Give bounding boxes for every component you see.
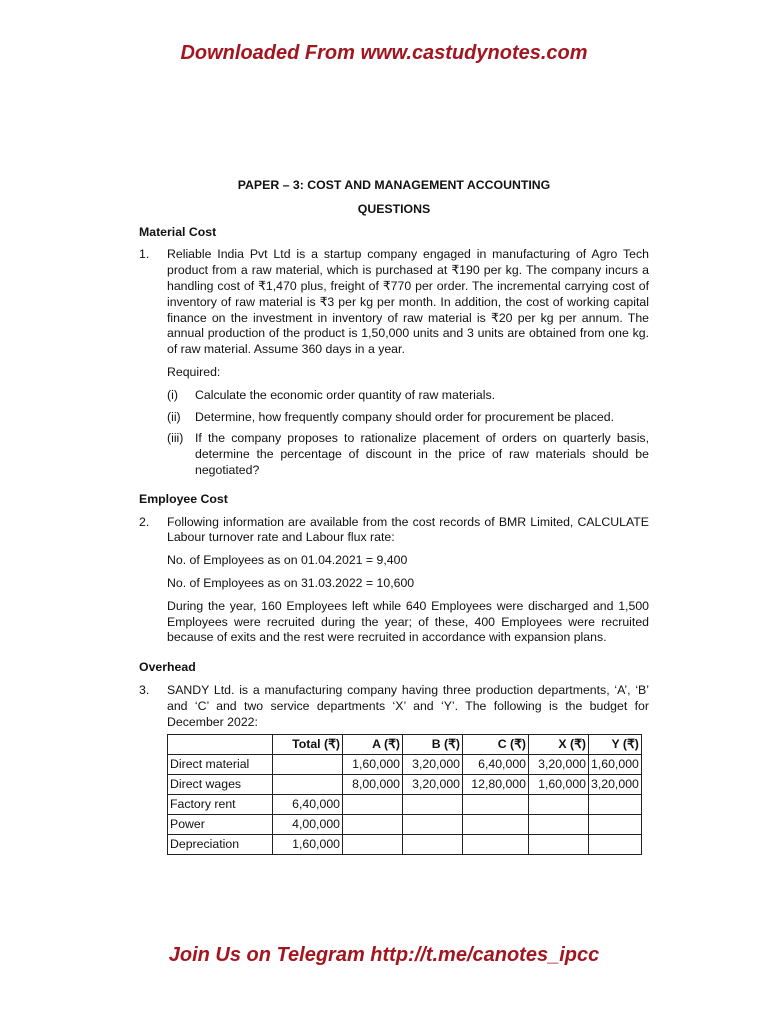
table-cell: 3,20,000 bbox=[403, 775, 463, 795]
table-row bbox=[168, 775, 642, 795]
table-cell: 6,40,000 bbox=[463, 755, 529, 775]
question-number: 3. bbox=[139, 682, 150, 697]
header-banner: Downloaded From www.castudynotes.com bbox=[180, 42, 588, 64]
table-cell bbox=[403, 835, 463, 855]
table-cell: Factory rent bbox=[168, 795, 273, 815]
table-cell: 1,60,000 bbox=[529, 775, 589, 795]
question-text: SANDY Ltd. is a manufacturing company having three production departments, ‘A’, ‘B’ and ‘C’ and two service departments ‘X’ and ‘Y’. The following is the budget for December 2022: bbox=[167, 682, 649, 729]
section-heading-overhead: Overhead bbox=[139, 660, 196, 675]
table-cell: Power bbox=[168, 815, 273, 835]
section-heading-employee: Employee Cost bbox=[139, 491, 228, 506]
table-cell: 12,80,000 bbox=[463, 775, 529, 795]
table-cell: 8,00,000 bbox=[343, 775, 403, 795]
table-cell bbox=[463, 835, 529, 855]
sub-question-number: (i) bbox=[167, 387, 178, 402]
table-header-cell: Y (₹) bbox=[589, 735, 642, 755]
sub-question bbox=[167, 388, 649, 404]
table-cell bbox=[529, 795, 589, 815]
table-cell bbox=[589, 815, 642, 835]
table-cell: 3,20,000 bbox=[589, 775, 642, 795]
table-cell: Direct material bbox=[168, 755, 273, 775]
question-number: 2. bbox=[139, 514, 150, 529]
table-header-cell: A (₹) bbox=[343, 735, 403, 755]
question-text-2: During the year, 160 Employees left while 640 Employees were discharged and 1,500 Employees were recruited during the year; of these, 400 Employees were recruited because of exits and the rest were recruited in accordance with expansion plans. bbox=[167, 598, 649, 645]
sub-question-number: (iii) bbox=[167, 431, 184, 446]
sub-question-text: Determine, how frequently company should order for procurement be placed. bbox=[195, 409, 615, 424]
table-cell bbox=[403, 795, 463, 815]
table-cell: Direct wages bbox=[168, 775, 273, 795]
table-header-cell bbox=[168, 735, 273, 755]
table-cell bbox=[343, 795, 403, 815]
question-1 bbox=[139, 247, 649, 484]
table-cell bbox=[463, 815, 529, 835]
table-cell: 4,00,000 bbox=[273, 815, 343, 835]
employee-count-start: No. of Employees as on 01.04.2021 = 9,400 bbox=[167, 553, 408, 568]
table-cell: 1,60,000 bbox=[589, 755, 642, 775]
table-cell bbox=[589, 795, 642, 815]
table-row bbox=[168, 795, 642, 815]
sub-question-number: (ii) bbox=[167, 409, 181, 424]
table-cell: 6,40,000 bbox=[273, 795, 343, 815]
table-cell: 3,20,000 bbox=[403, 755, 463, 775]
section-heading-material: Material Cost bbox=[139, 224, 217, 239]
table-header-row bbox=[168, 735, 642, 755]
sub-question bbox=[167, 431, 649, 478]
table-cell bbox=[529, 815, 589, 835]
table-header-cell: X (₹) bbox=[529, 735, 589, 755]
sub-question bbox=[167, 410, 649, 426]
employee-count-end: No. of Employees as on 31.03.2022 = 10,600 bbox=[167, 575, 415, 590]
budget-table bbox=[167, 734, 642, 855]
document-page bbox=[139, 178, 649, 855]
table-cell bbox=[343, 835, 403, 855]
question-text: Following information are available from the cost records of BMR Limited, CALCULATE Labour turnover rate and Labour flux rate: bbox=[167, 514, 649, 545]
question-number: 1. bbox=[139, 247, 150, 262]
required-label: Required: bbox=[167, 364, 221, 379]
table-cell: 3,20,000 bbox=[529, 755, 589, 775]
table-header-cell: Total (₹) bbox=[273, 735, 343, 755]
table-cell: 1,60,000 bbox=[273, 835, 343, 855]
table-row bbox=[168, 835, 642, 855]
table-cell bbox=[589, 835, 642, 855]
footer-banner: Join Us on Telegram http://t.me/canotes_ipcc bbox=[168, 944, 600, 966]
table-cell bbox=[273, 755, 343, 775]
questions-heading: QUESTIONS bbox=[357, 201, 431, 216]
table-header-cell: B (₹) bbox=[403, 735, 463, 755]
table-cell bbox=[463, 795, 529, 815]
table-cell: Depreciation bbox=[168, 835, 273, 855]
paper-title: PAPER – 3: COST AND MANAGEMENT ACCOUNTING bbox=[237, 178, 551, 192]
table-cell bbox=[529, 835, 589, 855]
sub-question-text: If the company proposes to rationalize placement of orders on quarterly basis, determine the percentage of discount in the price of raw materials should be negotiated? bbox=[195, 431, 649, 477]
table-cell bbox=[343, 815, 403, 835]
question-3 bbox=[139, 683, 649, 855]
table-cell: 1,60,000 bbox=[343, 755, 403, 775]
table-cell bbox=[273, 775, 343, 795]
sub-question-text: Calculate the economic order quantity of raw materials. bbox=[195, 387, 496, 402]
table-header-cell: C (₹) bbox=[463, 735, 529, 755]
table-cell bbox=[403, 815, 463, 835]
table-row bbox=[168, 755, 642, 775]
question-text: Reliable India Pvt Ltd is a startup company engaged in manufacturing of Agro Tech product from a raw material, which is purchased at ₹190 per kg. The company incurs a handling cost of ₹1,470 plus, freight of ₹770 per order. The incremental carrying cost of inventory of raw material is ₹3 per kg per month. In addition, the cost of working capital finance on the investment in inventory of raw material is ₹20 per kg per annum. The annual production of the product is 1,50,000 units and 3 units are obtained from one kg. of raw material. Assume 360 days in a year. bbox=[167, 247, 649, 357]
table-row bbox=[168, 815, 642, 835]
question-2 bbox=[139, 515, 649, 654]
